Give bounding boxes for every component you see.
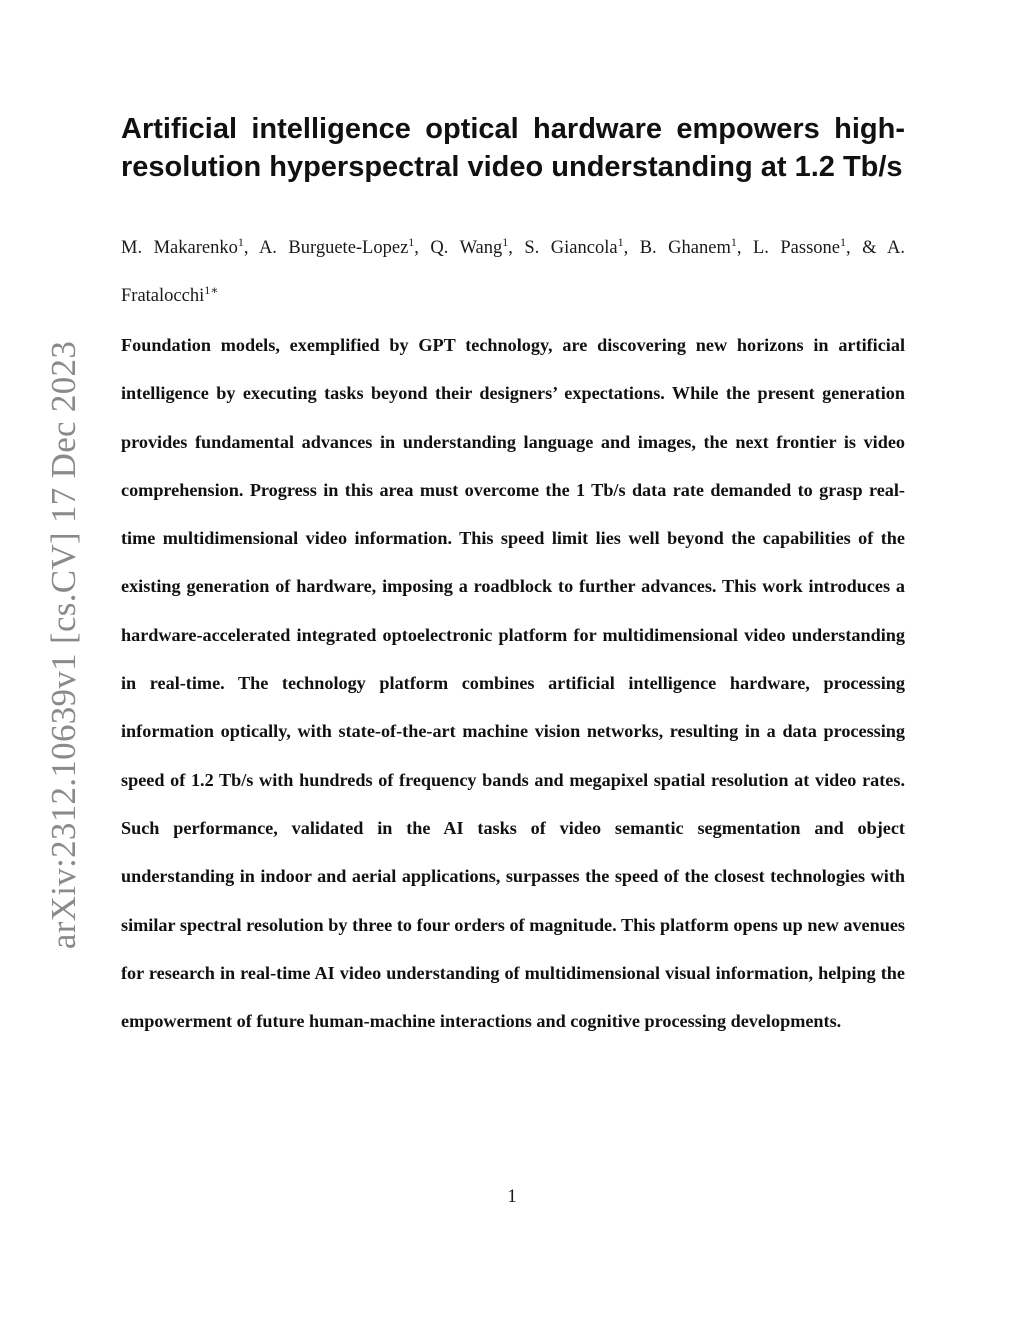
affiliation-marker: 1 [730, 235, 737, 249]
author: M. Makarenko$^1$, [121, 235, 259, 258]
arxiv-stamp: arXiv:2312.10639v1 [cs.CV] 17 Dec 2023 [44, 340, 83, 950]
affiliation-marker: 1 [408, 235, 415, 249]
affiliation-marker: 1 [617, 235, 624, 249]
author-list [121, 224, 905, 320]
author: A. Burguete-Lopez$^1$, [258, 235, 431, 258]
page-number: 1 [507, 1186, 517, 1207]
author: A. Fratalocchi$^{1∗}$ [121, 238, 906, 306]
affiliation-marker: 1∗ [204, 283, 219, 297]
abstract: Foundation models, exemplified by GPT technology, are discovering new horizons in artificial intelligence by executing tasks beyond their designers’ expectations. While the present generation provides fundamental advances in understanding language and images, the next frontier is video comprehension. Progress in this area must overcome the 1 Tb/s data rate demanded to grasp real-time multidimensional video information. This speed limit lies well beyond the capabilities of the existing generation of hardware, imposing a roadblock to further advances. This work introduces a hardware-accelerated integrated optoelectronic platform for multidimensional video understanding in real-time. The technology platform combines artificial intelligence hardware, processing information optically, with state-of-the-art machine vision networks, resulting in a data processing speed of 1.2 Tb/s with hundreds of frequency bands and megapixel spatial resolution at video rates. Such performance, validated in the AI tasks of video semantic segmentation and object understanding in indoor and aerial applications, surpasses the speed of the closest technologies with similar spectral resolution by three to four orders of magnitude. This platform opens up new avenues for research in real-time AI video understanding of multidimensional visual information, helping the empowerment of future human-machine interactions and cognitive processing developments. [121, 335, 905, 1032]
affiliation-marker: 1 [237, 235, 244, 249]
author: B. Ghanem$^1$, [639, 235, 753, 258]
affiliation-marker: 1 [840, 235, 847, 249]
affiliation-marker: 1 [502, 235, 509, 249]
author: S. Giancola$^1$, [524, 235, 640, 258]
paper-title: Artificial intelligence optical hardware empowers high-resolution hyperspectral video understanding at 1.2 Tb/s [121, 113, 905, 183]
author: Q. Wang$^1$, [430, 235, 525, 258]
author: L. Passone$^1$, & [752, 235, 888, 258]
